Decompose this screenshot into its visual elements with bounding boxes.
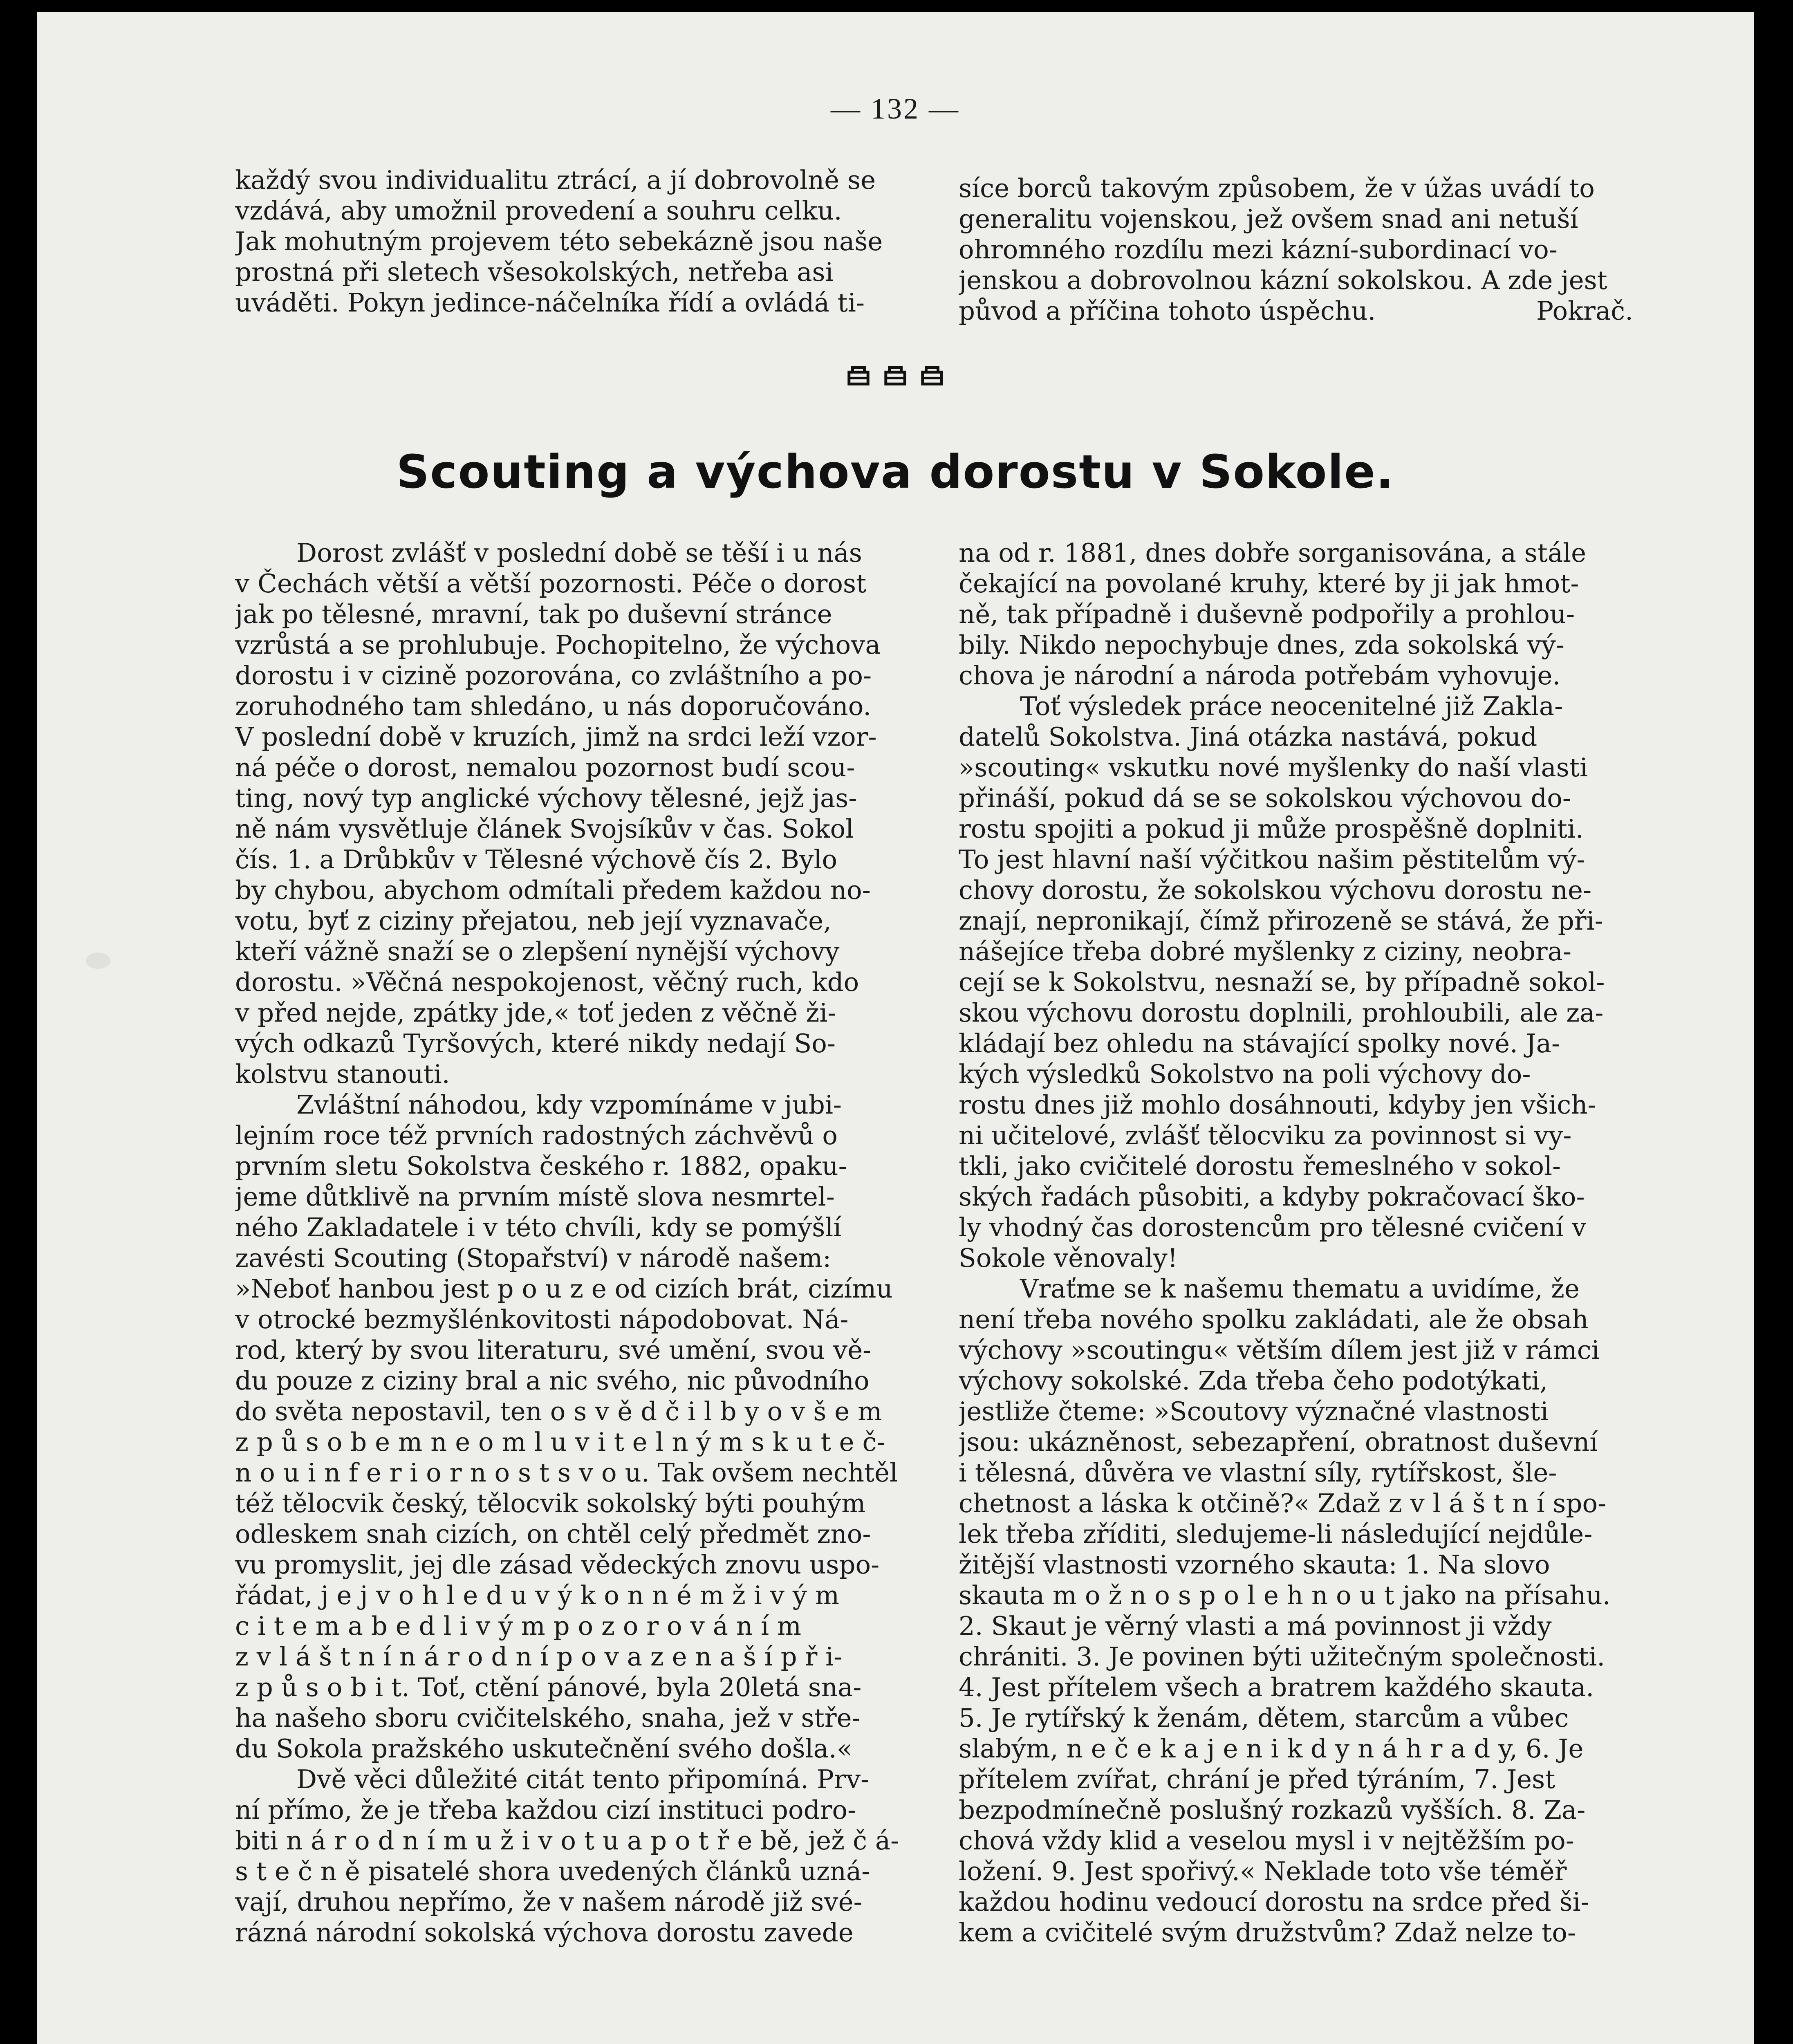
text-line: na od r. 1881, dnes dobře sorganisována, a stále: [959, 538, 1587, 568]
text-line: ná péče o dorost, nemalou pozornost budí scou-: [235, 753, 855, 782]
text-line: z v l á š t n í n á r o d n í p o v a z e n a š í p ř i-: [235, 1642, 843, 1672]
top-left-column: [235, 165, 926, 318]
text-line: kých výsledků Sokolstvo na poli výchovy do-: [959, 1059, 1531, 1089]
text-line: du Sokola pražského uskutečnění svého došla.«: [235, 1734, 853, 1764]
text-line: uváděti. Pokyn jedince-náčelníka řídí a ovládá ti-: [235, 288, 865, 318]
text-line: bily. Nikdo nepochybuje dnes, zda sokolská vý-: [959, 630, 1564, 660]
text-line: prostná při sletech všesokolských, netřeba asi: [235, 257, 834, 287]
text-line: s t e č n ě pisatelé shora uvedených článků uzná-: [235, 1856, 870, 1886]
text-line: V poslední době v kruzích, jimž na srdci leží vzor-: [235, 722, 877, 752]
text-line: Vraťme se k našemu thematu a uvidíme, že: [1020, 1274, 1580, 1304]
text-line: ně, tak případně i duševně podpořily a prohlou-: [959, 599, 1575, 629]
text-line: 2. Skaut je věrný vlasti a má povinnost ji vždy: [959, 1611, 1552, 1641]
text-line: každou hodinu vedoucí dorostu na srdce před ši-: [959, 1887, 1589, 1917]
text-line: z p ů s o b e m n e o m l u v i t e l n ý m s k u t e č-: [235, 1427, 885, 1457]
text-line: z p ů s o b i t. Toť, ctění pánové, byla 20letá sna-: [235, 1672, 862, 1702]
text-line: do světa nepostavil, ten o s v ě d č i l b y o v š e m: [235, 1396, 882, 1426]
text-line: původ a příčina tohoto úspěchu.: [959, 296, 1376, 326]
text-line: přítelem zvířat, chrání je před týráním, 7. Jest: [959, 1764, 1555, 1794]
text-line: lejním roce též prvních radostných záchvěvů o: [235, 1121, 838, 1150]
text-line: jak po tělesné, mravní, tak po duševní stránce: [235, 599, 832, 629]
section-divider: [37, 364, 1754, 388]
text-line: odleskem snah cizích, on chtěl celý předmět zno-: [235, 1519, 871, 1549]
text-line: v otrocké bezmyšlénkovitosti nápodobovat. Ná-: [235, 1304, 849, 1334]
continued-label: Pokrač.: [1536, 296, 1633, 326]
text-line: čekající na povolané kruhy, které by ji jak hmot-: [959, 569, 1579, 598]
text-line: přináší, pokud dá se se sokolskou výchovou do-: [959, 783, 1571, 813]
text-line: chovy dorostu, že sokolskou výchovu dorostu ne-: [959, 875, 1592, 905]
text-line: Dvě věci důležité citát tento připomíná. Prv-: [296, 1764, 870, 1794]
text-line-last: [959, 296, 1650, 326]
text-line: ly vhodný čas dorostencům pro tělesné cvičení v: [959, 1213, 1587, 1242]
text-line: ně nám vysvětluje článek Svojsíkův v čas. Sokol: [235, 814, 854, 844]
text-line: i tělesná, důvěra ve vlastní síly, rytířskost, šle-: [959, 1458, 1557, 1488]
text-line: zavésti Scouting (Stopařství) v národě našem:: [235, 1243, 832, 1273]
text-line: Dorost zvlášť v poslední době se těší i u nás: [296, 538, 862, 568]
text-line: cejí se k Sokolstvu, nesnaží se, by případně sokol-: [959, 967, 1605, 997]
text-line: datelů Sokolstva. Jiná otázka nastává, pokud: [959, 722, 1537, 752]
text-line: není třeba nového spolku zakládati, ale že obsah: [959, 1304, 1589, 1334]
text-line: čís. 1. a Drůbkův v Tělesné výchově čís 2. Bylo: [235, 845, 838, 874]
text-line: zoruhodného tam shledáno, u nás doporučováno.: [235, 691, 872, 721]
text-line: kteří vážně snaží se o zlepšení nynější výchovy: [235, 937, 840, 966]
text-line: skou výchovu dorostu doplnili, prohloubili, ale za-: [959, 998, 1604, 1028]
text-line: ha našeho sboru cvičitelského, snaha, jež v stře-: [235, 1703, 861, 1733]
text-line: generalitu vojenskou, jež ovšem snad ani netuší: [959, 204, 1578, 234]
text-line: slabým, n e č e k a j e n i k d y n á h r a d y, 6. Je: [959, 1734, 1584, 1764]
top-right-column: [959, 173, 1650, 326]
text-line: ohromného rozdílu mezi kázní-subordinací vo-: [959, 235, 1558, 264]
text-line: znají, nepronikají, čímž přirozeně se stává, že při-: [959, 906, 1603, 936]
text-line: Toť výsledek práce neocenitelné již Zakla-: [1020, 691, 1563, 721]
text-line: nášejíce třeba dobré myšlenky z ciziny, neobra-: [959, 937, 1572, 966]
text-line: vzdává, aby umožnil provedení a souhru celku.: [235, 196, 842, 226]
text-line: vu promyslit, jej dle zásad vědeckých znovu uspo-: [235, 1550, 880, 1580]
text-line: skauta m o ž n o s p o l e h n o u t jako na přísahu.: [959, 1580, 1611, 1610]
text-line: v Čechách větší a větší pozornosti. Péče o dorost: [235, 569, 867, 598]
text-line: ní přímo, že je třeba každou cizí instituci podro-: [235, 1795, 856, 1825]
text-line: ného Zakladatele i v této chvíli, kdy se pomýšlí: [235, 1213, 842, 1242]
sokol-emblem-icon: [883, 364, 907, 388]
text-line: vají, druhou nepřímo, že v našem národě již své-: [235, 1887, 862, 1917]
text-line: ni učitelové, zvlášť tělocviku za povinnost si vy-: [959, 1121, 1572, 1150]
text-line: by chybou, abychom odmítali předem každou no-: [235, 875, 871, 905]
document-page: [37, 12, 1754, 2044]
text-line: du pouze z ciziny bral a nic svého, nic původního: [235, 1366, 870, 1396]
text-line: n o u i n f e r i o r n o s t s v o u. Tak ovšem nechtěl: [235, 1458, 898, 1488]
text-line: votu, byť z ciziny přejatou, neb její vyznavače,: [235, 906, 832, 936]
text-line: lek třeba zříditi, sledujeme-li následující nejdůle-: [959, 1519, 1593, 1549]
text-line: c i t e m a b e d l i v ý m p o z o r o v á n í m: [235, 1611, 802, 1641]
text-line: Zvláštní náhodou, kdy vzpomínáme v jubi-: [296, 1090, 842, 1120]
text-line: »scouting« vskutku nové myšlenky do naší vlasti: [959, 753, 1588, 782]
text-line: též tělocvik český, tělocvik sokolský býti pouhým: [235, 1488, 866, 1518]
text-line: bezpodmínečně poslušný rozkazů vyšších. 8. Za-: [959, 1795, 1586, 1825]
text-line: chová vždy klid a veselou mysl i v nejtěžším po-: [959, 1826, 1574, 1856]
article-right-column: [959, 538, 1650, 1948]
text-line: jestliže čteme: »Scoutovy význačné vlastnosti: [959, 1396, 1549, 1426]
text-line: kládají bez ohledu na stávající spolky nové. Ja-: [959, 1029, 1560, 1058]
text-line: kolstvu stanouti.: [235, 1059, 450, 1089]
paper-stain: [86, 953, 110, 969]
text-line: ting, nový typ anglické výchovy tělesné, jejž jas-: [235, 783, 857, 813]
text-line: v před nejde, zpátky jde,« toť jeden z věčně ži-: [235, 998, 836, 1028]
text-line: dorostu. »Věčná nespokojenost, věčný ruch, kdo: [235, 967, 859, 997]
text-line: Jak mohutným projevem této sebekázně jsou naše: [235, 226, 883, 256]
text-line: prvním sletu Sokolstva českého r. 1882, opaku-: [235, 1151, 847, 1181]
text-line: vých odkazů Tyršových, které nikdy nedají So-: [235, 1029, 836, 1058]
text-line: chetnost a láska k otčině?« Zdaž z v l á š t n í spo-: [959, 1488, 1607, 1518]
text-line: síce borců takovým způsobem, že v úžas uvádí to: [959, 173, 1595, 203]
text-line: žitější vlastnosti vzorného skauta: 1. Na slovo: [959, 1550, 1550, 1580]
text-line: rostu dnes již mohlo dosáhnouti, kdyby jen všich-: [959, 1090, 1596, 1120]
article-left-column: [235, 538, 926, 1948]
text-line: jenskou a dobrovolnou kázní sokolskou. A zde jest: [959, 265, 1607, 295]
text-line: To jest hlavní naší výčitkou našim pěstitelům vý-: [959, 845, 1585, 874]
text-line: kem a cvičitelé svým družstvům? Zdaž nelze to-: [959, 1918, 1576, 1948]
text-line: jsou: ukázněnost, sebezapření, obratnost duševní: [959, 1427, 1598, 1457]
text-line: »Neboť hanbou jest p o u z e od cizích brát, cizímu: [235, 1274, 893, 1304]
sokol-emblem-icon: [920, 364, 944, 388]
text-line: 4. Jest přítelem všech a bratrem každého skauta.: [959, 1672, 1594, 1702]
text-line: vzrůstá a se prohlubuje. Pochopitelno, že výchova: [235, 630, 881, 660]
text-line: jeme důtklivě na prvním místě slova nesmrtel-: [235, 1182, 835, 1212]
article-title: Scouting a výchova dorostu v Sokole.: [396, 446, 1394, 499]
text-line: chova je národní a národa potřebám vyhovuje.: [959, 661, 1561, 690]
text-line: Sokole věnovaly!: [959, 1243, 1178, 1273]
text-line: ložení. 9. Jest spořivý.« Neklade toto vše téměř: [959, 1856, 1567, 1886]
text-line: rod, který by svou literaturu, své umění, svou vě-: [235, 1335, 872, 1365]
text-line: ských řadách působiti, a kdyby pokračovací ško-: [959, 1182, 1585, 1212]
text-line: řádat, j e j v o h l e d u v ý k o n n é m ž i v ý m: [235, 1580, 840, 1610]
text-line: každý svou individualitu ztrácí, a jí dobrovolně se: [235, 165, 876, 195]
text-line: dorostu i v cizině pozorována, co zvláštního a po-: [235, 661, 872, 690]
page-number: — 132 —: [831, 92, 960, 125]
text-line: biti n á r o d n í m u ž i v o t u a p o t ř e bě, jež č á-: [235, 1826, 899, 1856]
sokol-emblem-icon: [847, 364, 870, 388]
text-line: výchovy sokolské. Zda třeba čeho podotýkati,: [959, 1366, 1548, 1396]
text-line: výchovy »scoutingu« větším dílem jest již v rámci: [959, 1335, 1600, 1365]
text-line: 5. Je rytířský k ženám, dětem, starcům a vůbec: [959, 1703, 1569, 1733]
text-line: rostu spojiti a pokud ji může prospěšně doplniti.: [959, 814, 1584, 844]
text-line: chrániti. 3. Je povinen býti užitečným společnosti.: [959, 1642, 1605, 1672]
text-line: rázná národní sokolská výchova dorostu zavede: [235, 1918, 854, 1948]
text-line: tkli, jako cvičitelé dorostu řemeslného v sokol-: [959, 1151, 1561, 1181]
